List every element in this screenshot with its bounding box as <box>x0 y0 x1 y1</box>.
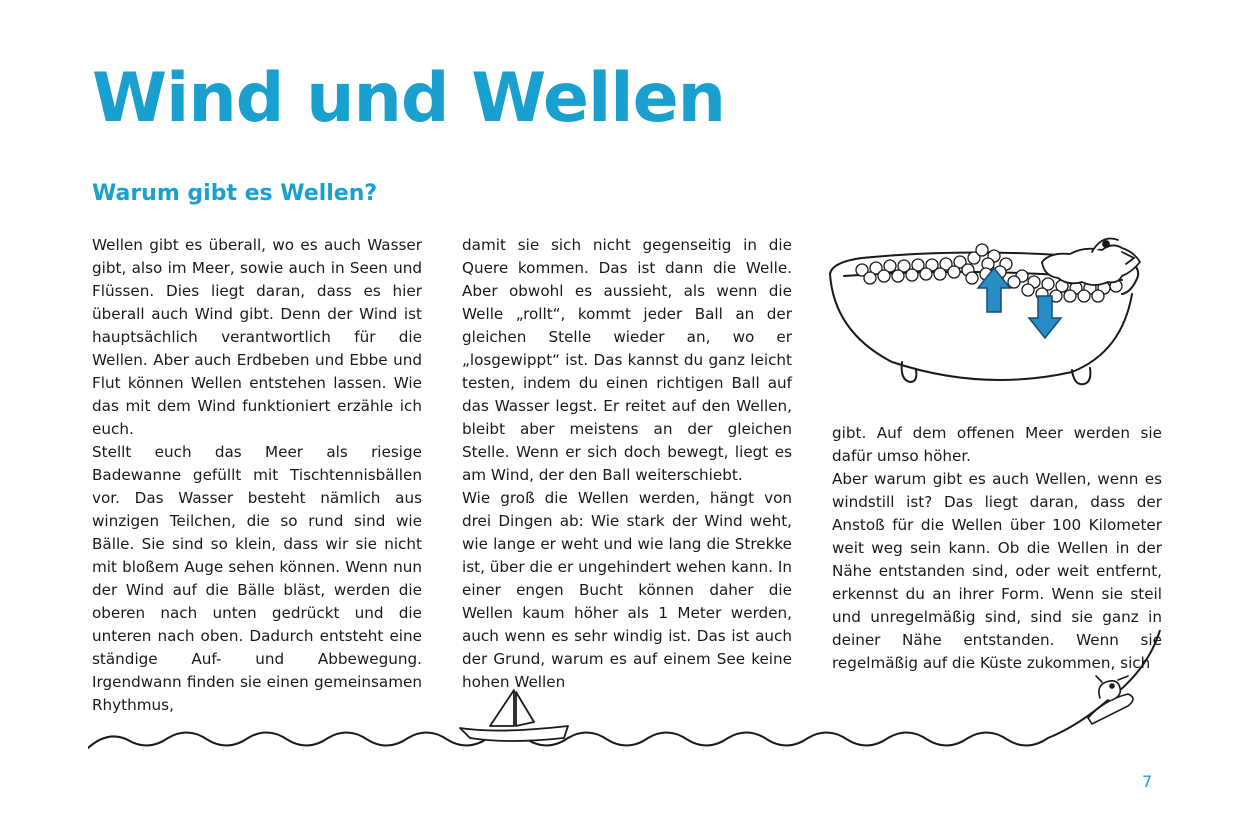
paragraph: damit sie sich nicht gegenseitig in die Quere kommen. Das ist dann die Welle. Aber obwohl es aussieht, als wenn die Welle „rollt“, kommt jeder Ball an der gleichen Stelle wieder an, wo er „losgewippt“ ist. Das kannst du ganz leicht testen, indem du einen richtigen Ball auf das Wasser legst. Er reitet auf den Wellen, bleibt aber meistens an der gleichen Stelle. Wenn er sich doch bewegt, liegt es am Wind, der den Ball weiterschiebt. <box>462 236 792 484</box>
paragraph: gibt. Auf dem offenen Meer werden sie dafür umso höher. <box>832 424 1162 465</box>
sailboat-illustration <box>460 690 568 741</box>
wave-line <box>88 630 1168 760</box>
paragraph: Aber warum gibt es auch Wellen, wenn es windstill ist? Das liegt daran, dass der Anstoß für die Wellen über 100 Kilometer weit weg sein kann. Ob die Wellen in der Nähe entstanden sind, oder weit entfernt, erkennst du an ihrer Form. Wenn sie steil und unregelmäßig sind, sind sie ganz in deiner Nähe entstanden. Wenn sie regelmäßig auf die Küste zukommen, sich <box>832 470 1162 672</box>
paragraph: Wellen gibt es überall, wo es auch Wasser gibt, also im Meer, sowie auch in Seen und Flüssen. Dies liegt daran, dass es hier überall auch Wind gibt. Denn der Wind ist hauptsächlich verantwortlich für die Wellen. Aber auch Erdbeben und Ebbe und Flut können Wellen entstehen lassen. Wie das mit dem Wind funktioniert erzähle ich euch. <box>92 236 422 438</box>
page-number: 7 <box>1142 772 1153 791</box>
paragraph: Wie groß die Wellen werden, hängt von drei Dingen ab: Wie stark der Wind weht, wie lange er weht und wie lang die Strekke ist, über die er ungehindert wehen kann. In einer engen Bucht können daher die Wellen kaum höher als 1 Meter werden, auch wenn es sehr windig ist. Das ist auch der Grund, warum es auf einem See keine hohen Wellen <box>462 489 792 691</box>
paragraph: Stellt euch das Meer als riesige Badewanne gefüllt mit Tischtennisbällen vor. Das Wasser besteht nämlich aus winzigen Teilchen, die so rund sind wie Bälle. Sie sind so klein, dass wir sie nicht mit bloßem Auge sehen können. Wenn nun der Wind auf die Bälle bläst, werden die oberen nach unten gedrückt und die unteren nach oben. Dadurch entsteht eine ständige Auf- und Abbewegung. Irgendwann finden sie einen gemeinsamen Rhythmus, <box>92 443 422 714</box>
section-heading: Warum gibt es Wellen? <box>92 181 378 206</box>
bathtub-illustration <box>822 232 1152 394</box>
page-title: Wind und Wellen <box>92 59 726 138</box>
text-column-2 <box>462 234 792 694</box>
